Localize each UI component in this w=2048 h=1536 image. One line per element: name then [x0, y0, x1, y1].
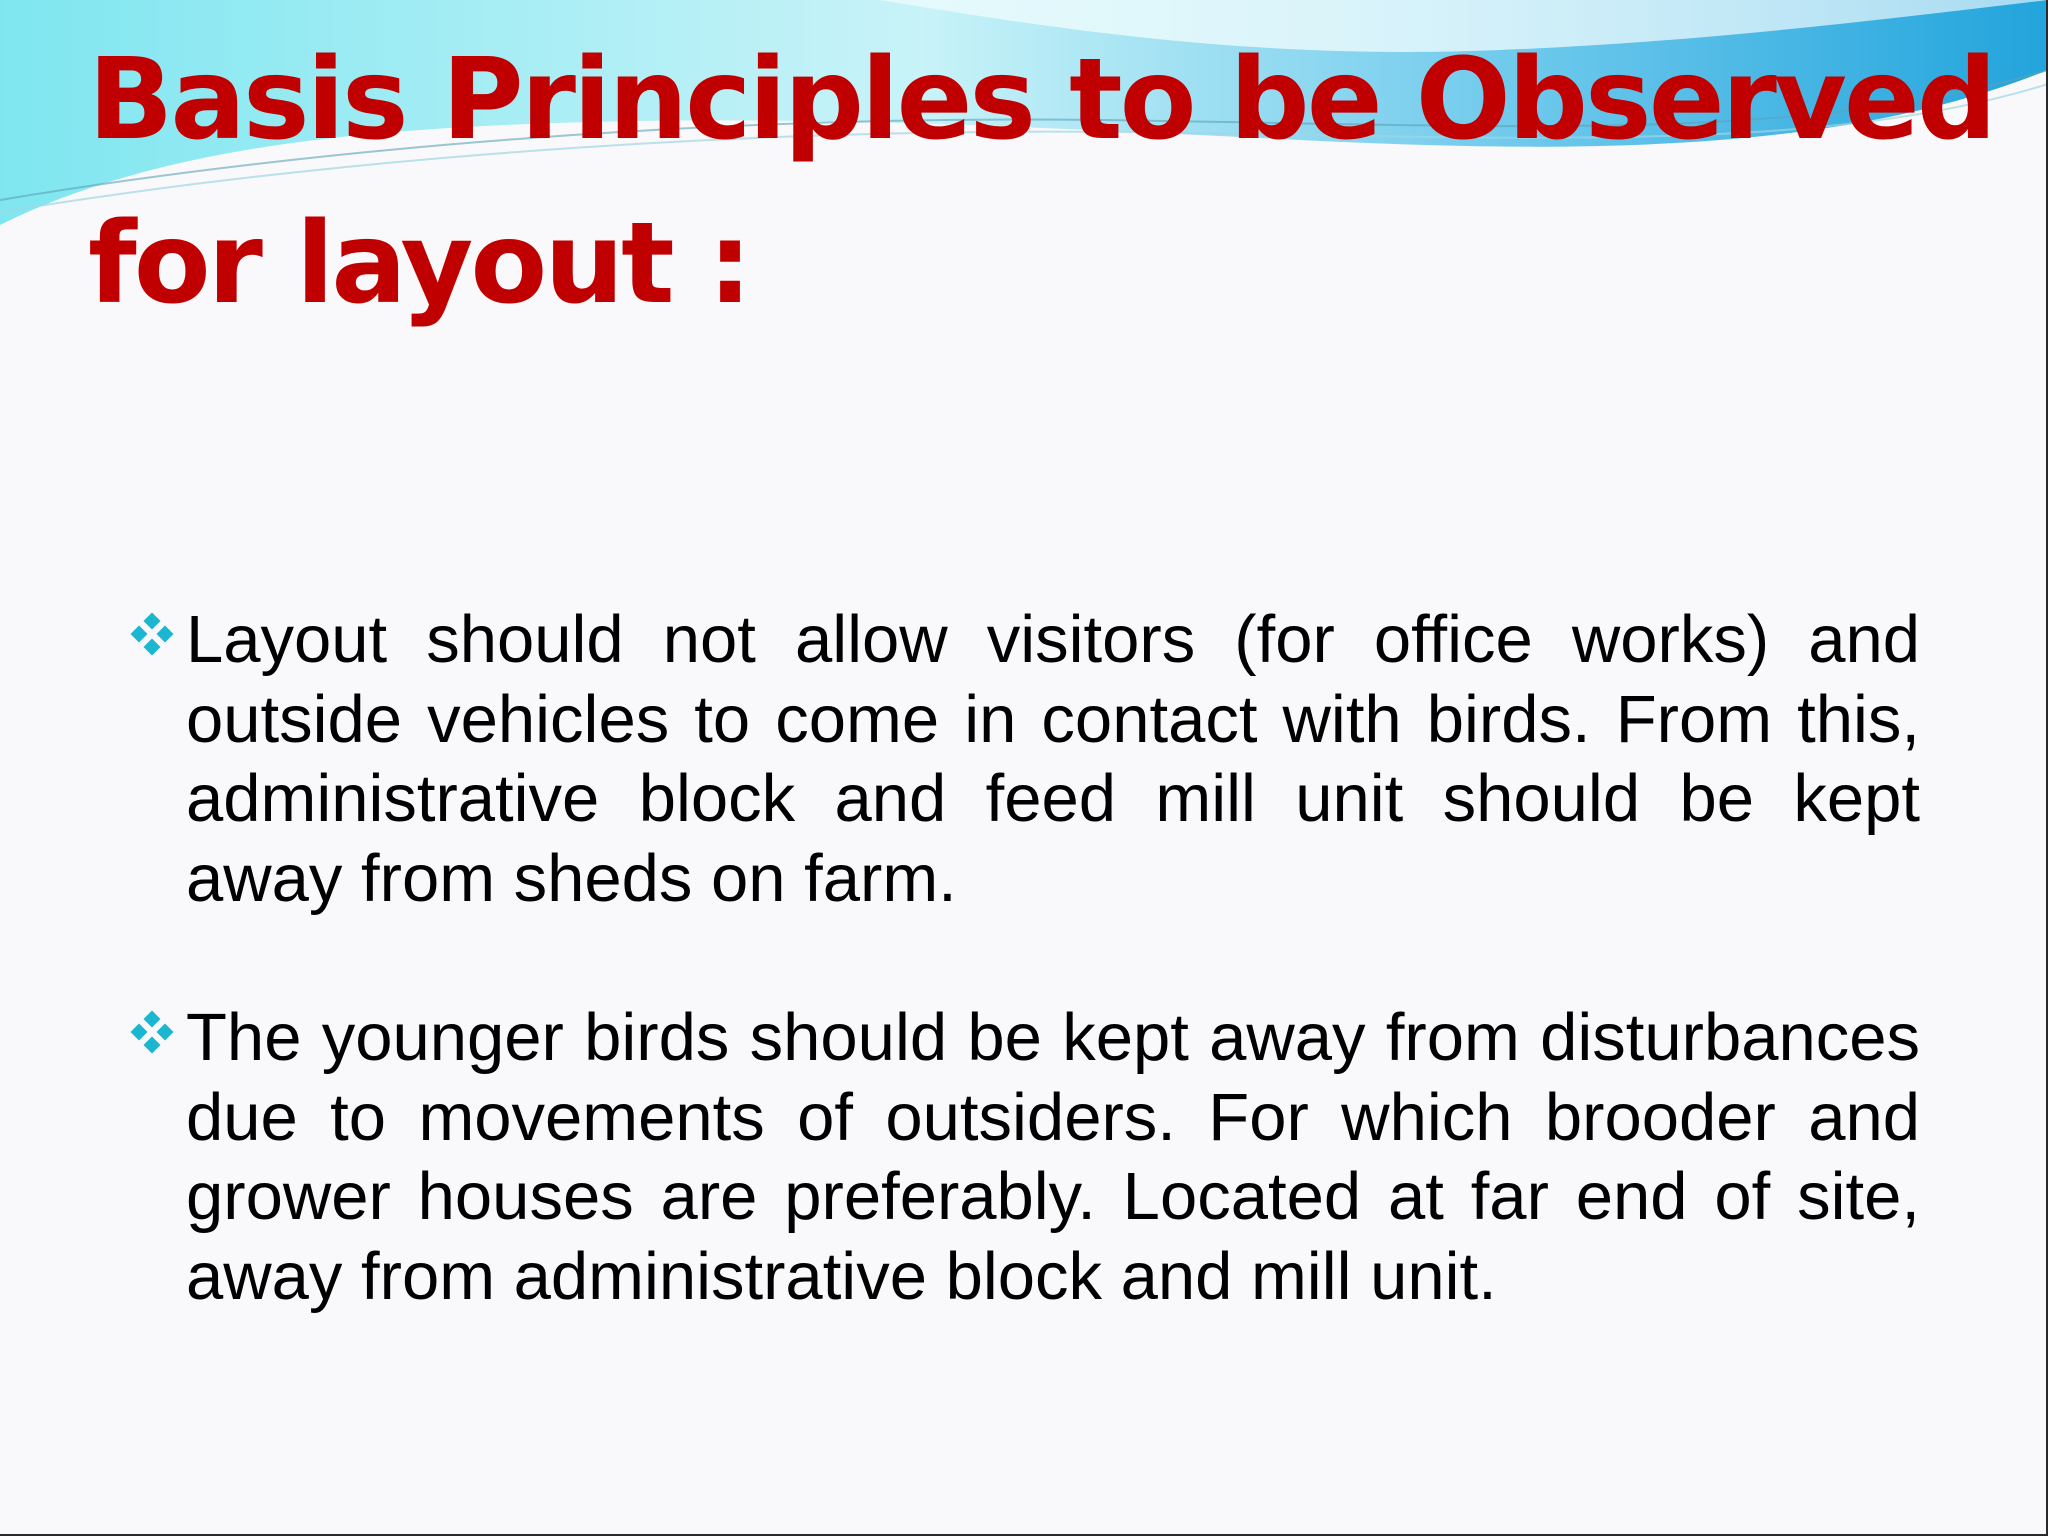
- slide-title-line: for layout :: [88, 199, 750, 329]
- bullet-list: [128, 600, 1920, 1316]
- diamond-bullet-icon: [128, 612, 178, 662]
- bullet-text: The younger birds should be kept away from disturbances due to movements of outsiders. For which brooder and grower houses are preferably. Located at far end of site, away from administrative block and mill unit.: [186, 1000, 1920, 1314]
- bullet-text: Layout should not allow visitors (for office works) and outside vehicles to come in contact with birds. From this, administrative block and feed mill unit should be kept away from sheds on farm.: [186, 602, 1920, 916]
- bullet-item: [128, 600, 1920, 918]
- diamond-bullet-icon: [128, 1010, 178, 1060]
- slide-title-line: Basis Principles to be Observed: [88, 35, 1995, 165]
- bullet-item: [128, 998, 1920, 1316]
- slide-title: [88, 18, 1995, 346]
